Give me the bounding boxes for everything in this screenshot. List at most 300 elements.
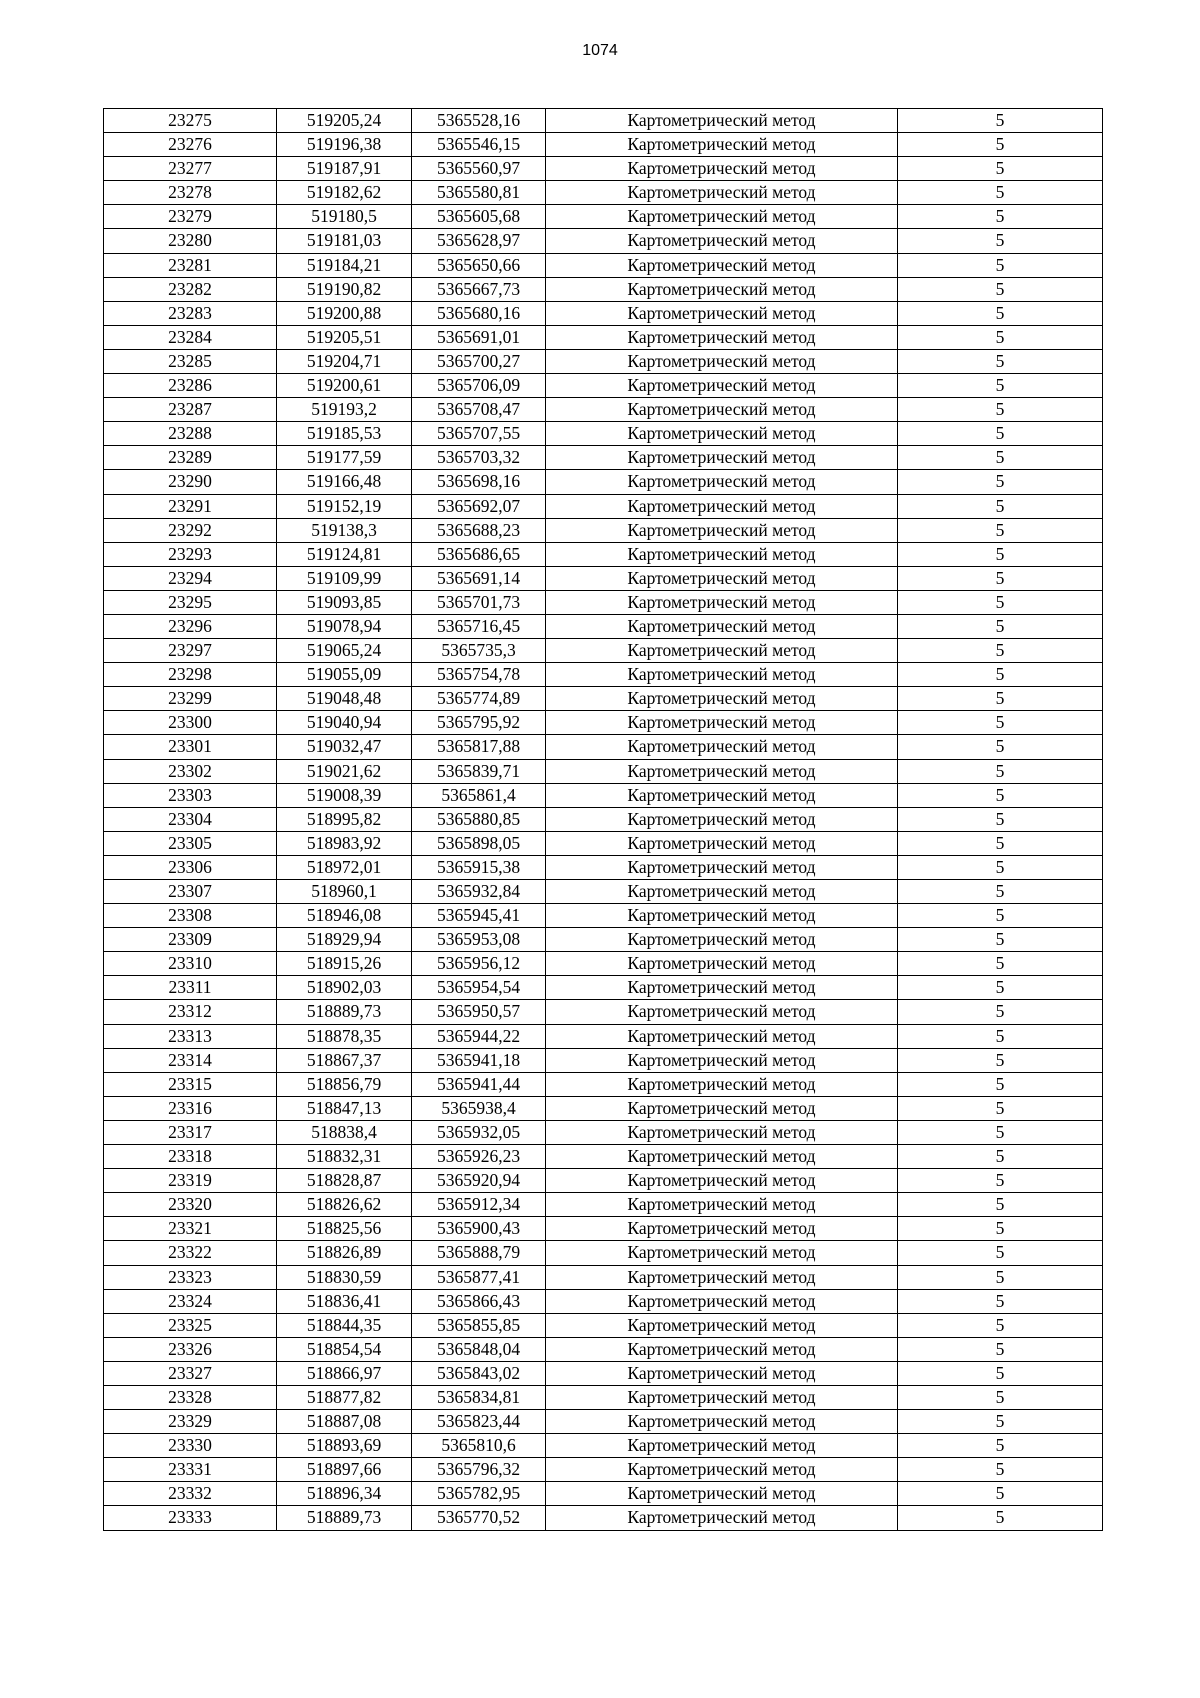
x-coordinate-cell: 518896,34 [277, 1482, 412, 1506]
method-cell: Картометрический метод [546, 1265, 898, 1289]
x-coordinate-cell: 519048,48 [277, 687, 412, 711]
method-cell: Картометрический метод [546, 880, 898, 904]
method-cell: Картометрический метод [546, 1048, 898, 1072]
table-row [104, 518, 1103, 542]
point-number-cell: 23312 [104, 1000, 277, 1024]
y-coordinate-cell: 5365932,84 [412, 880, 546, 904]
point-number-cell: 23284 [104, 325, 277, 349]
point-number-cell: 23275 [104, 109, 277, 133]
accuracy-cell: 5 [898, 349, 1103, 373]
y-coordinate-cell: 5365735,3 [412, 639, 546, 663]
y-coordinate-cell: 5365667,73 [412, 277, 546, 301]
x-coordinate-cell: 519180,5 [277, 205, 412, 229]
method-cell: Картометрический метод [546, 205, 898, 229]
point-number-cell: 23317 [104, 1120, 277, 1144]
point-number-cell: 23304 [104, 807, 277, 831]
point-number-cell: 23285 [104, 349, 277, 373]
method-cell: Картометрический метод [546, 1289, 898, 1313]
method-cell: Картометрический метод [546, 783, 898, 807]
x-coordinate-cell: 519200,88 [277, 301, 412, 325]
x-coordinate-cell: 518887,08 [277, 1410, 412, 1434]
method-cell: Картометрический метод [546, 349, 898, 373]
table-row [104, 1024, 1103, 1048]
table-row [104, 590, 1103, 614]
y-coordinate-cell: 5365701,73 [412, 590, 546, 614]
point-number-cell: 23333 [104, 1506, 277, 1530]
point-number-cell: 23303 [104, 783, 277, 807]
y-coordinate-cell: 5365941,18 [412, 1048, 546, 1072]
x-coordinate-cell: 518838,4 [277, 1120, 412, 1144]
method-cell: Картометрический метод [546, 1337, 898, 1361]
y-coordinate-cell: 5365605,68 [412, 205, 546, 229]
method-cell: Картометрический метод [546, 1506, 898, 1530]
y-coordinate-cell: 5365900,43 [412, 1217, 546, 1241]
table-row [104, 735, 1103, 759]
table-row [104, 253, 1103, 277]
table-row [104, 446, 1103, 470]
point-number-cell: 23300 [104, 711, 277, 735]
table-row [104, 1217, 1103, 1241]
accuracy-cell: 5 [898, 1145, 1103, 1169]
table-row [104, 1482, 1103, 1506]
accuracy-cell: 5 [898, 301, 1103, 325]
x-coordinate-cell: 518995,82 [277, 807, 412, 831]
y-coordinate-cell: 5365708,47 [412, 398, 546, 422]
x-coordinate-cell: 519185,53 [277, 422, 412, 446]
x-coordinate-cell: 519124,81 [277, 542, 412, 566]
y-coordinate-cell: 5365706,09 [412, 374, 546, 398]
x-coordinate-cell: 518847,13 [277, 1096, 412, 1120]
point-number-cell: 23302 [104, 759, 277, 783]
method-cell: Картометрический метод [546, 1169, 898, 1193]
x-coordinate-cell: 518866,97 [277, 1361, 412, 1385]
point-number-cell: 23295 [104, 590, 277, 614]
method-cell: Картометрический метод [546, 952, 898, 976]
method-cell: Картометрический метод [546, 1096, 898, 1120]
point-number-cell: 23277 [104, 157, 277, 181]
accuracy-cell: 5 [898, 759, 1103, 783]
method-cell: Картометрический метод [546, 1458, 898, 1482]
method-cell: Картометрический метод [546, 1313, 898, 1337]
table-row [104, 349, 1103, 373]
table-row [104, 1313, 1103, 1337]
y-coordinate-cell: 5365688,23 [412, 518, 546, 542]
accuracy-cell: 5 [898, 831, 1103, 855]
x-coordinate-cell: 518867,37 [277, 1048, 412, 1072]
method-cell: Картометрический метод [546, 855, 898, 879]
accuracy-cell: 5 [898, 1482, 1103, 1506]
y-coordinate-cell: 5365855,85 [412, 1313, 546, 1337]
point-number-cell: 23283 [104, 301, 277, 325]
y-coordinate-cell: 5365580,81 [412, 181, 546, 205]
point-number-cell: 23331 [104, 1458, 277, 1482]
y-coordinate-cell: 5365691,14 [412, 566, 546, 590]
x-coordinate-cell: 519205,24 [277, 109, 412, 133]
accuracy-cell: 5 [898, 1072, 1103, 1096]
point-number-cell: 23293 [104, 542, 277, 566]
y-coordinate-cell: 5365698,16 [412, 470, 546, 494]
table-row [104, 181, 1103, 205]
method-cell: Картометрический метод [546, 494, 898, 518]
table-row [104, 374, 1103, 398]
accuracy-cell: 5 [898, 1361, 1103, 1385]
y-coordinate-cell: 5365770,52 [412, 1506, 546, 1530]
point-number-cell: 23314 [104, 1048, 277, 1072]
method-cell: Картометрический метод [546, 904, 898, 928]
table-row [104, 1120, 1103, 1144]
point-number-cell: 23311 [104, 976, 277, 1000]
accuracy-cell: 5 [898, 374, 1103, 398]
accuracy-cell: 5 [898, 1337, 1103, 1361]
y-coordinate-cell: 5365888,79 [412, 1241, 546, 1265]
point-number-cell: 23290 [104, 470, 277, 494]
table-row [104, 325, 1103, 349]
method-cell: Картометрический метод [546, 735, 898, 759]
accuracy-cell: 5 [898, 614, 1103, 638]
point-number-cell: 23310 [104, 952, 277, 976]
x-coordinate-cell: 518878,35 [277, 1024, 412, 1048]
point-number-cell: 23322 [104, 1241, 277, 1265]
method-cell: Картометрический метод [546, 687, 898, 711]
table-row [104, 566, 1103, 590]
point-number-cell: 23332 [104, 1482, 277, 1506]
y-coordinate-cell: 5365774,89 [412, 687, 546, 711]
method-cell: Картометрический метод [546, 1361, 898, 1385]
accuracy-cell: 5 [898, 735, 1103, 759]
point-number-cell: 23315 [104, 1072, 277, 1096]
x-coordinate-cell: 518893,69 [277, 1434, 412, 1458]
accuracy-cell: 5 [898, 542, 1103, 566]
point-number-cell: 23306 [104, 855, 277, 879]
table-row [104, 928, 1103, 952]
y-coordinate-cell: 5365680,16 [412, 301, 546, 325]
x-coordinate-cell: 519093,85 [277, 590, 412, 614]
method-cell: Картометрический метод [546, 639, 898, 663]
point-number-cell: 23281 [104, 253, 277, 277]
accuracy-cell: 5 [898, 783, 1103, 807]
point-number-cell: 23282 [104, 277, 277, 301]
y-coordinate-cell: 5365866,43 [412, 1289, 546, 1313]
table-row [104, 831, 1103, 855]
y-coordinate-cell: 5365528,16 [412, 109, 546, 133]
accuracy-cell: 5 [898, 518, 1103, 542]
x-coordinate-cell: 519205,51 [277, 325, 412, 349]
accuracy-cell: 5 [898, 590, 1103, 614]
table-row [104, 1169, 1103, 1193]
accuracy-cell: 5 [898, 711, 1103, 735]
accuracy-cell: 5 [898, 422, 1103, 446]
method-cell: Картометрический метод [546, 422, 898, 446]
y-coordinate-cell: 5365754,78 [412, 663, 546, 687]
y-coordinate-cell: 5365650,66 [412, 253, 546, 277]
table-row [104, 783, 1103, 807]
table-row [104, 109, 1103, 133]
y-coordinate-cell: 5365877,41 [412, 1265, 546, 1289]
method-cell: Картометрический метод [546, 614, 898, 638]
method-cell: Картометрический метод [546, 109, 898, 133]
x-coordinate-cell: 518889,73 [277, 1000, 412, 1024]
table-body [104, 109, 1103, 1531]
accuracy-cell: 5 [898, 1024, 1103, 1048]
table-row [104, 663, 1103, 687]
accuracy-cell: 5 [898, 1193, 1103, 1217]
table-row [104, 614, 1103, 638]
y-coordinate-cell: 5365953,08 [412, 928, 546, 952]
table-row [104, 1193, 1103, 1217]
y-coordinate-cell: 5365941,44 [412, 1072, 546, 1096]
accuracy-cell: 5 [898, 952, 1103, 976]
accuracy-cell: 5 [898, 687, 1103, 711]
point-number-cell: 23328 [104, 1385, 277, 1409]
table-row [104, 687, 1103, 711]
accuracy-cell: 5 [898, 181, 1103, 205]
table-row [104, 976, 1103, 1000]
accuracy-cell: 5 [898, 1289, 1103, 1313]
y-coordinate-cell: 5365932,05 [412, 1120, 546, 1144]
accuracy-cell: 5 [898, 663, 1103, 687]
x-coordinate-cell: 518826,89 [277, 1241, 412, 1265]
method-cell: Картометрический метод [546, 1120, 898, 1144]
point-number-cell: 23286 [104, 374, 277, 398]
x-coordinate-cell: 519182,62 [277, 181, 412, 205]
accuracy-cell: 5 [898, 1313, 1103, 1337]
method-cell: Картометрический метод [546, 831, 898, 855]
method-cell: Картометрический метод [546, 133, 898, 157]
accuracy-cell: 5 [898, 494, 1103, 518]
method-cell: Картометрический метод [546, 398, 898, 422]
accuracy-cell: 5 [898, 398, 1103, 422]
table-row [104, 1410, 1103, 1434]
x-coordinate-cell: 518832,31 [277, 1145, 412, 1169]
method-cell: Картометрический метод [546, 759, 898, 783]
y-coordinate-cell: 5365848,04 [412, 1337, 546, 1361]
accuracy-cell: 5 [898, 1217, 1103, 1241]
point-number-cell: 23319 [104, 1169, 277, 1193]
table-row [104, 639, 1103, 663]
point-number-cell: 23330 [104, 1434, 277, 1458]
accuracy-cell: 5 [898, 109, 1103, 133]
x-coordinate-cell: 519177,59 [277, 446, 412, 470]
x-coordinate-cell: 518836,41 [277, 1289, 412, 1313]
x-coordinate-cell: 519065,24 [277, 639, 412, 663]
table-row [104, 1145, 1103, 1169]
y-coordinate-cell: 5365915,38 [412, 855, 546, 879]
table-row [104, 1289, 1103, 1313]
method-cell: Картометрический метод [546, 1024, 898, 1048]
x-coordinate-cell: 519040,94 [277, 711, 412, 735]
table-row [104, 1506, 1103, 1530]
table-row [104, 880, 1103, 904]
x-coordinate-cell: 518946,08 [277, 904, 412, 928]
accuracy-cell: 5 [898, 855, 1103, 879]
x-coordinate-cell: 518915,26 [277, 952, 412, 976]
point-number-cell: 23308 [104, 904, 277, 928]
accuracy-cell: 5 [898, 1169, 1103, 1193]
y-coordinate-cell: 5365956,12 [412, 952, 546, 976]
accuracy-cell: 5 [898, 1458, 1103, 1482]
x-coordinate-cell: 518877,82 [277, 1385, 412, 1409]
x-coordinate-cell: 519138,3 [277, 518, 412, 542]
table-row [104, 1361, 1103, 1385]
accuracy-cell: 5 [898, 253, 1103, 277]
x-coordinate-cell: 518889,73 [277, 1506, 412, 1530]
table-row [104, 952, 1103, 976]
y-coordinate-cell: 5365691,01 [412, 325, 546, 349]
coordinates-table [103, 108, 1103, 1531]
accuracy-cell: 5 [898, 157, 1103, 181]
method-cell: Картометрический метод [546, 542, 898, 566]
table-row [104, 301, 1103, 325]
table-row [104, 1385, 1103, 1409]
method-cell: Картометрический метод [546, 181, 898, 205]
y-coordinate-cell: 5365703,32 [412, 446, 546, 470]
point-number-cell: 23280 [104, 229, 277, 253]
x-coordinate-cell: 519204,71 [277, 349, 412, 373]
y-coordinate-cell: 5365795,92 [412, 711, 546, 735]
accuracy-cell: 5 [898, 1120, 1103, 1144]
y-coordinate-cell: 5365834,81 [412, 1385, 546, 1409]
method-cell: Картометрический метод [546, 301, 898, 325]
method-cell: Картометрический метод [546, 976, 898, 1000]
y-coordinate-cell: 5365950,57 [412, 1000, 546, 1024]
accuracy-cell: 5 [898, 928, 1103, 952]
y-coordinate-cell: 5365686,65 [412, 542, 546, 566]
y-coordinate-cell: 5365560,97 [412, 157, 546, 181]
table-row [104, 205, 1103, 229]
x-coordinate-cell: 518856,79 [277, 1072, 412, 1096]
point-number-cell: 23320 [104, 1193, 277, 1217]
point-number-cell: 23279 [104, 205, 277, 229]
x-coordinate-cell: 519152,19 [277, 494, 412, 518]
x-coordinate-cell: 519032,47 [277, 735, 412, 759]
y-coordinate-cell: 5365810,6 [412, 1434, 546, 1458]
point-number-cell: 23288 [104, 422, 277, 446]
method-cell: Картометрический метод [546, 1000, 898, 1024]
x-coordinate-cell: 518854,54 [277, 1337, 412, 1361]
page-number: 1074 [582, 42, 618, 59]
y-coordinate-cell: 5365954,54 [412, 976, 546, 1000]
y-coordinate-cell: 5365945,41 [412, 904, 546, 928]
point-number-cell: 23276 [104, 133, 277, 157]
point-number-cell: 23329 [104, 1410, 277, 1434]
point-number-cell: 23327 [104, 1361, 277, 1385]
method-cell: Картометрический метод [546, 590, 898, 614]
method-cell: Картометрический метод [546, 157, 898, 181]
table-row [104, 1048, 1103, 1072]
x-coordinate-cell: 518929,94 [277, 928, 412, 952]
method-cell: Картометрический метод [546, 325, 898, 349]
point-number-cell: 23309 [104, 928, 277, 952]
x-coordinate-cell: 519008,39 [277, 783, 412, 807]
table-row [104, 277, 1103, 301]
accuracy-cell: 5 [898, 1410, 1103, 1434]
y-coordinate-cell: 5365880,85 [412, 807, 546, 831]
accuracy-cell: 5 [898, 976, 1103, 1000]
x-coordinate-cell: 519078,94 [277, 614, 412, 638]
point-number-cell: 23298 [104, 663, 277, 687]
table-row [104, 759, 1103, 783]
table-row [104, 422, 1103, 446]
x-coordinate-cell: 518960,1 [277, 880, 412, 904]
point-number-cell: 23316 [104, 1096, 277, 1120]
point-number-cell: 23325 [104, 1313, 277, 1337]
y-coordinate-cell: 5365944,22 [412, 1024, 546, 1048]
x-coordinate-cell: 519187,91 [277, 157, 412, 181]
accuracy-cell: 5 [898, 446, 1103, 470]
y-coordinate-cell: 5365692,07 [412, 494, 546, 518]
point-number-cell: 23294 [104, 566, 277, 590]
point-number-cell: 23321 [104, 1217, 277, 1241]
method-cell: Картометрический метод [546, 229, 898, 253]
accuracy-cell: 5 [898, 1000, 1103, 1024]
method-cell: Картометрический метод [546, 1217, 898, 1241]
point-number-cell: 23289 [104, 446, 277, 470]
table-row [104, 1265, 1103, 1289]
table-row [104, 1072, 1103, 1096]
point-number-cell: 23326 [104, 1337, 277, 1361]
method-cell: Картометрический метод [546, 1385, 898, 1409]
accuracy-cell: 5 [898, 880, 1103, 904]
method-cell: Картометрический метод [546, 807, 898, 831]
table-row [104, 711, 1103, 735]
x-coordinate-cell: 518844,35 [277, 1313, 412, 1337]
accuracy-cell: 5 [898, 205, 1103, 229]
table-row [104, 470, 1103, 494]
table-row [104, 904, 1103, 928]
x-coordinate-cell: 519196,38 [277, 133, 412, 157]
x-coordinate-cell: 519184,21 [277, 253, 412, 277]
accuracy-cell: 5 [898, 639, 1103, 663]
method-cell: Картометрический метод [546, 1434, 898, 1458]
x-coordinate-cell: 519021,62 [277, 759, 412, 783]
x-coordinate-cell: 518826,62 [277, 1193, 412, 1217]
table-row [104, 157, 1103, 181]
x-coordinate-cell: 519200,61 [277, 374, 412, 398]
accuracy-cell: 5 [898, 1385, 1103, 1409]
method-cell: Картометрический метод [546, 1241, 898, 1265]
point-number-cell: 23287 [104, 398, 277, 422]
accuracy-cell: 5 [898, 133, 1103, 157]
y-coordinate-cell: 5365861,4 [412, 783, 546, 807]
method-cell: Картометрический метод [546, 277, 898, 301]
accuracy-cell: 5 [898, 566, 1103, 590]
method-cell: Картометрический метод [546, 1410, 898, 1434]
point-number-cell: 23301 [104, 735, 277, 759]
point-number-cell: 23307 [104, 880, 277, 904]
table-row [104, 1434, 1103, 1458]
x-coordinate-cell: 518828,87 [277, 1169, 412, 1193]
accuracy-cell: 5 [898, 1241, 1103, 1265]
accuracy-cell: 5 [898, 1506, 1103, 1530]
point-number-cell: 23318 [104, 1145, 277, 1169]
table-row [104, 494, 1103, 518]
accuracy-cell: 5 [898, 277, 1103, 301]
method-cell: Картометрический метод [546, 518, 898, 542]
x-coordinate-cell: 518902,03 [277, 976, 412, 1000]
accuracy-cell: 5 [898, 1434, 1103, 1458]
method-cell: Картометрический метод [546, 253, 898, 277]
y-coordinate-cell: 5365796,32 [412, 1458, 546, 1482]
y-coordinate-cell: 5365782,95 [412, 1482, 546, 1506]
method-cell: Картометрический метод [546, 928, 898, 952]
accuracy-cell: 5 [898, 1096, 1103, 1120]
point-number-cell: 23323 [104, 1265, 277, 1289]
accuracy-cell: 5 [898, 904, 1103, 928]
point-number-cell: 23291 [104, 494, 277, 518]
table-row [104, 855, 1103, 879]
x-coordinate-cell: 518983,92 [277, 831, 412, 855]
point-number-cell: 23292 [104, 518, 277, 542]
